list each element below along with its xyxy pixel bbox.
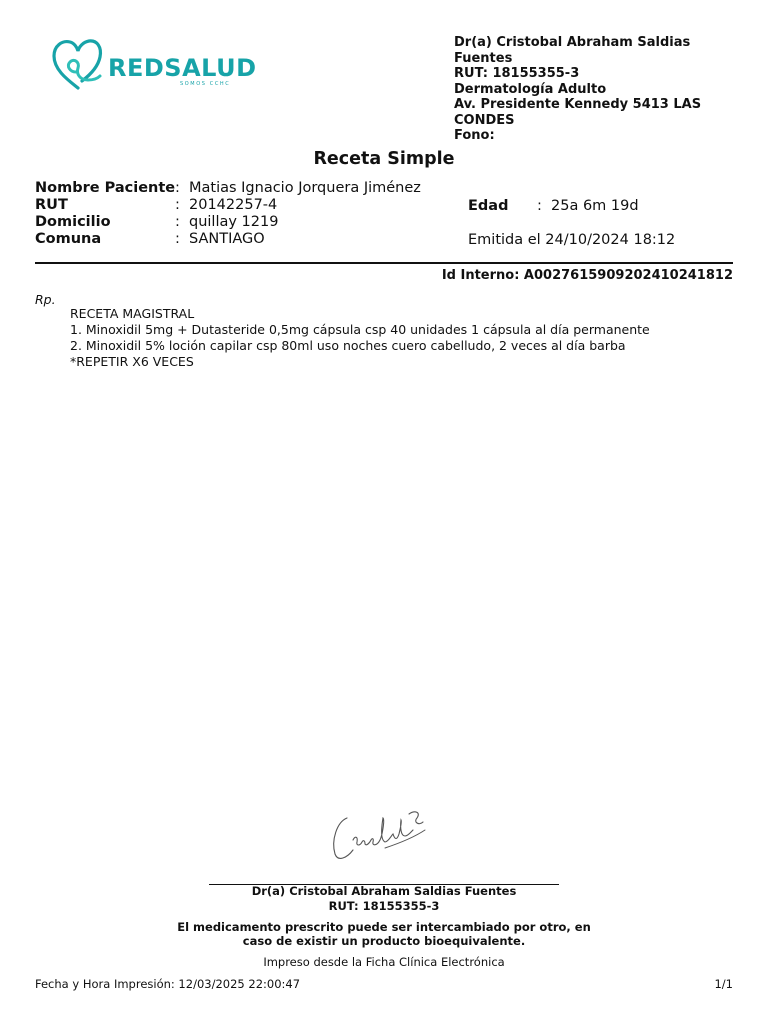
colon: : [537, 198, 542, 214]
doctor-phone: Fono: [454, 128, 495, 143]
patient-rut-label: RUT [35, 197, 68, 213]
internal-id: Id Interno: A0027615909202410241812 [441, 268, 733, 283]
doctor-rut: RUT: 18155355-3 [454, 66, 580, 81]
heart-logo-icon [50, 36, 106, 94]
signature-doctor-name: Dr(a) Cristobal Abraham Saldias Fuentes [251, 884, 517, 898]
notice-line1: El medicamento prescrito puede ser intercambiado por otro, en [177, 920, 591, 934]
prescription-line: 1. Minoxidil 5mg + Dutasteride 0,5mg cápsula csp 40 unidades 1 cápsula al día permanente [70, 322, 650, 337]
patient-age-value: 25a 6m 19d [551, 198, 639, 214]
patient-domicilio-value: quillay 1219 [189, 214, 279, 230]
patient-comuna-label: Comuna [35, 231, 102, 247]
doctor-name-line2: Fuentes [454, 50, 513, 66]
patient-age-label: Edad [468, 198, 509, 214]
colon: : [175, 214, 180, 230]
divider [35, 262, 733, 264]
handwritten-signature [325, 800, 435, 870]
brand-name: REDSALUD [108, 54, 257, 82]
patient-name-value: Matias Ignacio Jorquera Jiménez [189, 180, 421, 196]
patient-name-label: Nombre Paciente [35, 180, 176, 196]
bioequivalence-notice [150, 920, 618, 948]
doctor-address-line1: Av. Presidente Kennedy 5413 LAS [454, 97, 702, 112]
notice-line2: caso de existir un producto bioequivalente. [242, 934, 526, 948]
prescription-line: RECETA MAGISTRAL [70, 306, 195, 321]
patient-comuna-value: SANTIAGO [189, 231, 265, 247]
doctor-name-line1: Dr(a) Cristobal Abraham Saldias [454, 35, 691, 50]
print-datetime: Fecha y Hora Impresión: 12/03/2025 22:00:47 [35, 977, 301, 991]
redsalud-logo [50, 36, 257, 94]
patient-rut-value: 20142257-4 [189, 197, 278, 213]
rp-label: Rp. [35, 292, 56, 307]
issued-date: Emitida el 24/10/2024 18:12 [468, 232, 676, 248]
page-number: 1/1 [714, 977, 733, 991]
prescription-line: 2. Minoxidil 5% loción capilar csp 80ml uso noches cuero cabelludo, 2 veces al día barba [70, 338, 626, 353]
printed-from: Impreso desde la Ficha Clínica Electrónica [263, 955, 505, 969]
patient-domicilio-label: Domicilio [35, 214, 111, 230]
document-title: Receta Simple [313, 149, 455, 169]
colon: : [175, 180, 180, 196]
brand-tagline: SOMOS CCHC [180, 81, 231, 87]
doctor-address-line2: CONDES [454, 112, 515, 128]
colon: : [175, 231, 180, 247]
colon: : [175, 197, 180, 213]
doctor-info [454, 35, 744, 144]
prescription-line: *REPETIR X6 VECES [70, 354, 194, 369]
doctor-specialty: Dermatología Adulto [454, 81, 607, 97]
prescription-body [70, 306, 650, 370]
signature-doctor-rut: RUT: 18155355-3 [328, 899, 440, 913]
